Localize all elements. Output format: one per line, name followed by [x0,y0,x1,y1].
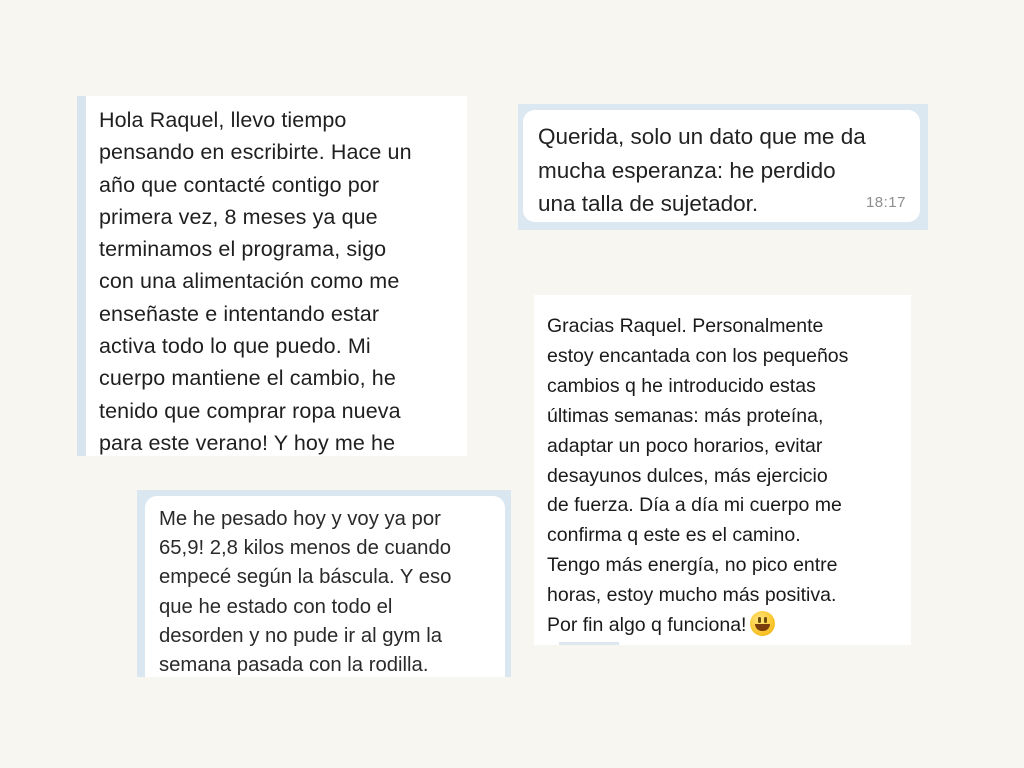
message-screenshot-2 [518,104,928,230]
smiling-face-emoji-icon [750,611,775,636]
next-bubble-edge [559,642,619,645]
message-text [547,312,909,641]
message-screenshot-4 [137,490,511,677]
message-text-body: Gracias Raquel. Personalmente estoy encantada con los pequeños cambios q he introducido estas últimas semanas: más proteína, adaptar un poco horarios, evitar desayunos dulces, más ejercicio de fuerza. Día a día mi cuerpo me confirma q este es el camino. Tengo más energía, no pico entre horas, estoy mucho más positiva. Por fin algo q funciona! [547,315,849,637]
message-timestamp: 18:17 [865,194,906,211]
message-screenshot-3 [534,295,911,645]
message-bubble [523,110,920,222]
message-screenshot-1 [77,96,467,456]
message-bubble [86,96,467,456]
message-bubble [145,496,505,677]
message-text: Querida, solo un dato que me da mucha esperanza: he perdido una talla de sujetador. [538,124,866,216]
message-text: Me he pesado hoy y voy ya por 65,9! 2,8 kilos menos de cuando empecé según la báscula. Y eso que he estado con todo el desorden y no pude ir al gym la semana pasada con la rodilla. [159,508,452,677]
message-text: Hola Raquel, llevo tiempo pensando en escribirte. Hace un año que contacté contigo por primera vez, 8 meses ya que terminamos el programa, sigo con una alimentación como me enseñaste e intentando estar activa todo lo que puedo. Mi cuerpo mantiene el cambio, he tenido que comprar ropa nueva para este verano! Y hoy me he [99,108,412,455]
